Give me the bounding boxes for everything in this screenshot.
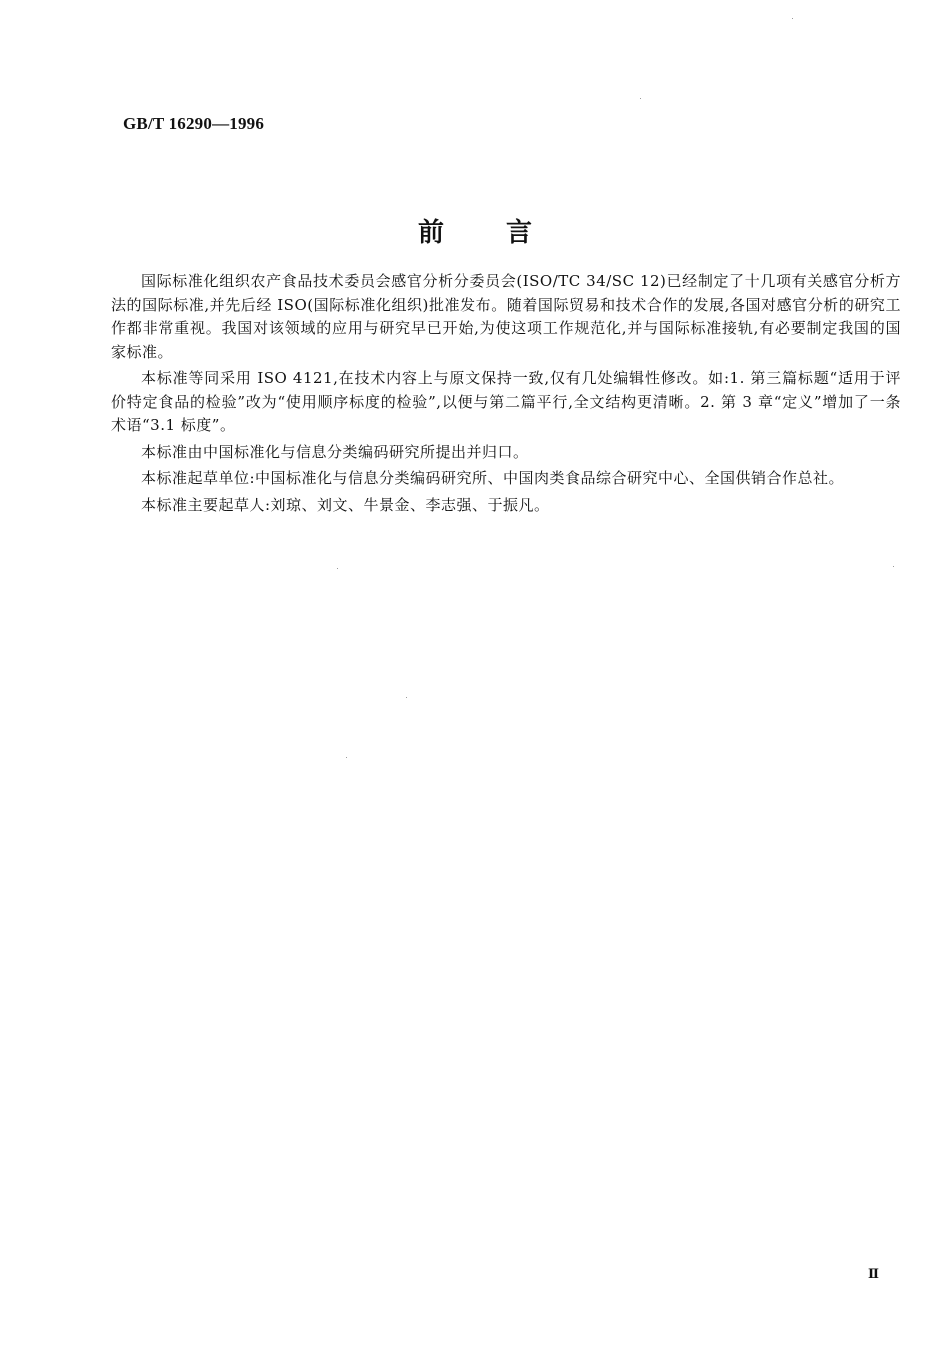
paragraph-adoption: 本标准等同采用 ISO 4121,在技术内容上与原文保持一致,仅有几处编辑性修改。如:1. 第三篇标题“适用于评价特定食品的检验”改为“使用顺序标度的检验”,以便与第二篇平行,全文结构更清晰。2. 第 3 章“定义”增加了一条术语“3.1 标度”。	[111, 369, 901, 434]
page-number: Ⅱ	[868, 1266, 879, 1281]
paragraph-drafting-units: 本标准起草单位:中国标准化与信息分类编码研究所、中国肉类食品综合研究中心、全国供销合作总社。	[141, 469, 845, 487]
scan-speck	[792, 18, 793, 19]
standard-code: GB/T 16290—1996	[123, 114, 265, 133]
foreword-body	[111, 270, 901, 520]
scan-speck	[346, 757, 347, 758]
scan-speck	[337, 568, 338, 569]
paragraph-drafters: 本标准主要起草人:刘琼、刘文、牛景金、李志强、于振凡。	[141, 495, 550, 514]
scan-speck	[640, 98, 641, 99]
scan-speck	[893, 566, 894, 567]
paragraph-proposer: 本标准由中国标准化与信息分类编码研究所提出并归口。	[141, 442, 529, 461]
paragraph-background: 国际标准化组织农产食品技术委员会感官分析分委员会(ISO/TC 34/SC 12)已经制定了十几项有关感官分析方法的国际标准,并先后经 ISO(国际标准化组织)批准发布。随着国际贸易和技术合作的发展,各国对感官分析的研究工作都非常重视。我国对该领域的应用与研究早已开始,为使这项工作规范化,并与国际标准接轨,有必要制定我国的国家标准。	[111, 272, 901, 361]
page-title: 前言	[417, 218, 594, 248]
scan-speck	[406, 697, 407, 698]
